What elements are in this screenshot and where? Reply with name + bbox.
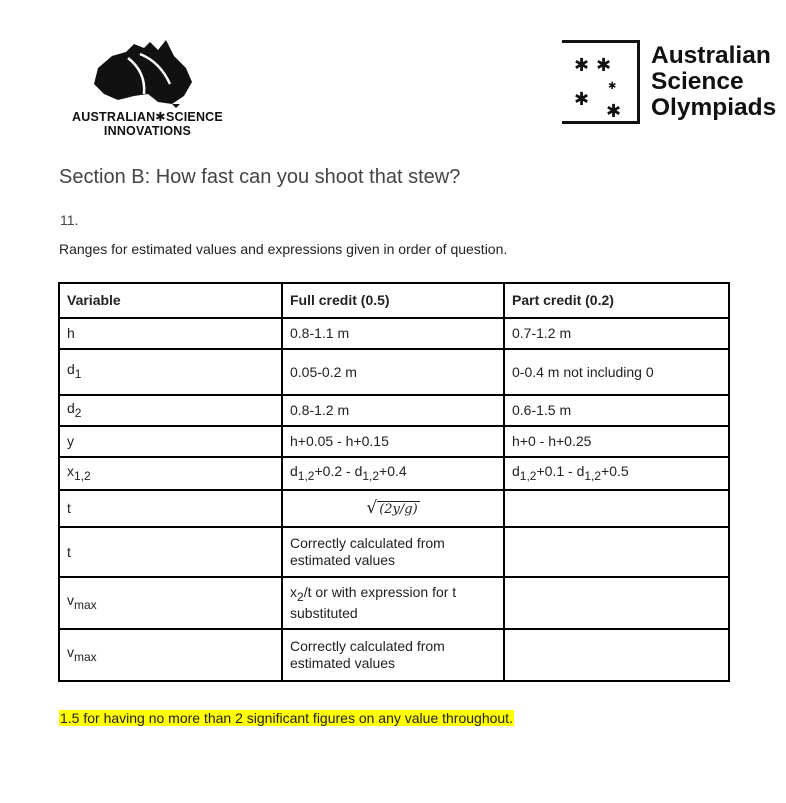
cell-variable: $d_2$ <box>59 395 282 426</box>
section-title: Section B: How fast can you shoot that stew? <box>59 166 461 188</box>
header-part-credit: Part credit (0.2) <box>504 283 729 318</box>
svg-text:✱: ✱ <box>596 55 612 76</box>
table-row <box>59 577 729 629</box>
cell-part <box>504 490 729 527</box>
cell-full: $x_2/t$ or with expression for t substituted <box>282 577 504 629</box>
asi-wordmark: AUSTRALIAN✱SCIENCE INNOVATIONS <box>72 110 223 138</box>
table-row <box>59 426 729 457</box>
cell-full: Correctly calculated from estimated values <box>282 629 504 681</box>
aso-logo <box>562 40 782 132</box>
intro-text: Ranges for estimated values and expressions given in order of question. <box>59 241 508 257</box>
cell-part: 0.6-1.5 m <box>504 395 729 426</box>
cell-part <box>504 577 729 629</box>
aso-wordmark: Australian Science Olympiads <box>651 42 777 121</box>
table-row <box>59 457 729 490</box>
svg-text:✱: ✱ <box>574 89 590 110</box>
table-row <box>59 629 729 681</box>
cell-full: Correctly calculated from estimated values <box>282 527 504 577</box>
svg-text:✱: ✱ <box>606 101 622 122</box>
cell-variable: $v_{max}$ <box>59 629 282 681</box>
ranges-table <box>58 282 730 682</box>
table-row <box>59 527 729 577</box>
table-header-row <box>59 283 729 318</box>
cell-part: $d_{1,2}+0.1 - d_{1,2}+0.5$ <box>504 457 729 490</box>
cell-variable: $d_1$ <box>59 349 282 395</box>
cell-full: 0.8-1.2 m <box>282 395 504 426</box>
table-row <box>59 490 729 527</box>
cell-full: $d_{1,2}+0.2 - d_{1,2}+0.4$ <box>282 457 504 490</box>
cell-variable: $x_{1,2}$ <box>59 457 282 490</box>
header-full-credit: Full credit (0.5) <box>282 283 504 318</box>
header-variable: Variable <box>59 283 282 318</box>
highlighted-note: 1.5 for having no more than 2 significant figures on any value throughout. <box>60 710 513 726</box>
cell-part <box>504 629 729 681</box>
cell-variable: y <box>59 426 282 457</box>
cell-part: 0.7-1.2 m <box>504 318 729 349</box>
cell-full <box>282 490 504 527</box>
cell-variable: h <box>59 318 282 349</box>
table-row <box>59 318 729 349</box>
southern-cross-icon <box>562 40 640 124</box>
asi-logo <box>60 38 245 143</box>
cell-variable: t <box>59 490 282 527</box>
table-row <box>59 395 729 426</box>
cell-variable: $v_{max}$ <box>59 577 282 629</box>
australia-map-icon <box>88 38 198 110</box>
table-row <box>59 349 729 395</box>
cell-full: h+0.05 - h+0.15 <box>282 426 504 457</box>
cell-part <box>504 527 729 577</box>
cell-full: 0.8-1.1 m <box>282 318 504 349</box>
cell-part: 0-0.4 m not including 0 <box>504 349 729 395</box>
question-number: 11. <box>60 212 79 228</box>
cell-part: h+0 - h+0.25 <box>504 426 729 457</box>
cell-full: 0.05-0.2 m <box>282 349 504 395</box>
cell-variable: t <box>59 527 282 577</box>
svg-text:✱: ✱ <box>608 81 617 92</box>
sqrt-expression: √ (2y/g) <box>366 497 418 518</box>
svg-text:✱: ✱ <box>574 55 590 76</box>
